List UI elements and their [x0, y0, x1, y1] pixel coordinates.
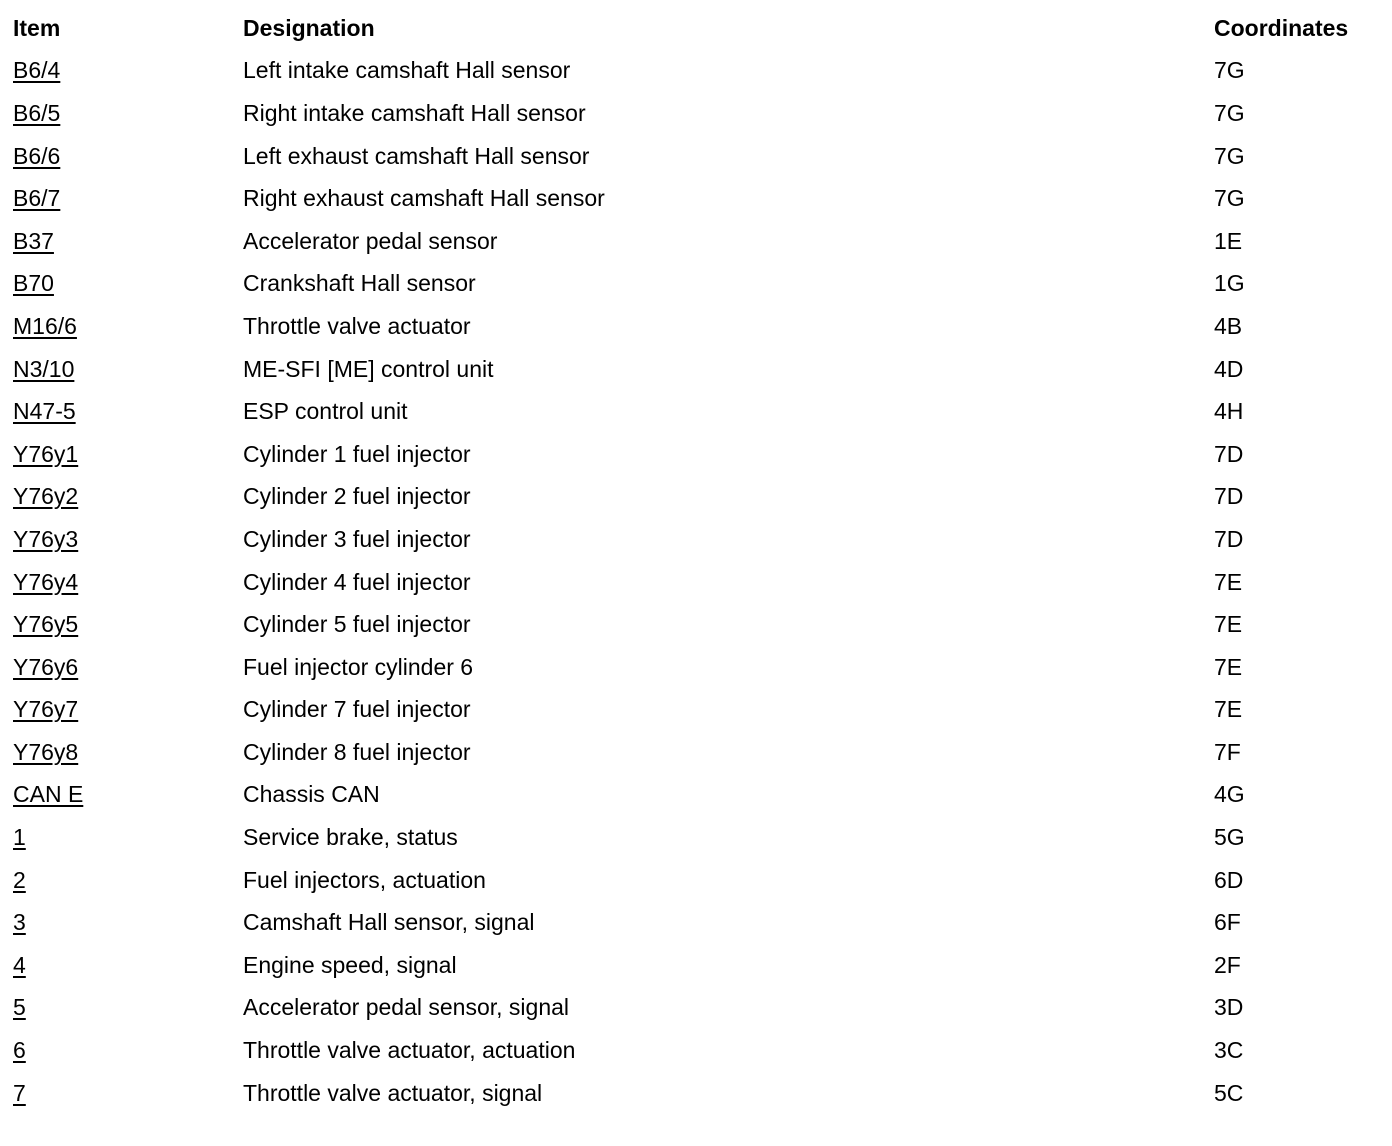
item-cell — [13, 92, 243, 135]
coordinates-cell: 5G — [1214, 824, 1245, 851]
item-link[interactable]: Y76y8 — [13, 738, 79, 765]
item-link[interactable]: B70 — [13, 270, 54, 297]
designation-cell: Cylinder 5 fuel injector — [243, 611, 471, 638]
item-cell — [13, 689, 243, 732]
item-link[interactable]: M16/6 — [13, 312, 77, 339]
item-cell — [13, 50, 243, 93]
table-row — [13, 348, 1383, 391]
table-row — [13, 689, 1383, 732]
item-cell — [13, 390, 243, 433]
designation-cell: Left exhaust camshaft Hall sensor — [243, 142, 590, 169]
item-cell — [13, 476, 243, 519]
table-row — [13, 220, 1383, 263]
table-row — [13, 390, 1383, 433]
item-link[interactable]: B6/5 — [13, 99, 61, 126]
designation-cell: ME-SFI [ME] control unit — [243, 355, 494, 382]
item-cell — [13, 348, 243, 391]
designation-cell: Right intake camshaft Hall sensor — [243, 99, 586, 126]
item-link[interactable]: Y76y4 — [13, 568, 79, 595]
item-link[interactable]: B37 — [13, 227, 54, 254]
header-coordinates: Coordinates — [1214, 14, 1349, 41]
designation-cell: Cylinder 8 fuel injector — [243, 738, 471, 765]
designation-cell: Accelerator pedal sensor, signal — [243, 994, 570, 1021]
item-cell — [13, 987, 243, 1030]
item-cell — [13, 220, 243, 263]
designation-cell: Cylinder 1 fuel injector — [243, 440, 471, 467]
item-cell — [13, 177, 243, 220]
item-link[interactable]: Y76y6 — [13, 653, 79, 680]
table-row — [13, 944, 1383, 987]
coordinates-cell: 7G — [1214, 57, 1245, 84]
table-row — [13, 901, 1383, 944]
table-row — [13, 1029, 1383, 1072]
item-link[interactable]: 6 — [13, 1037, 26, 1064]
item-cell — [13, 561, 243, 604]
designation-cell: Fuel injector cylinder 6 — [243, 653, 474, 680]
coordinates-cell: 7G — [1214, 142, 1245, 169]
designation-cell: Cylinder 2 fuel injector — [243, 483, 471, 510]
item-link[interactable]: 4 — [13, 951, 26, 978]
item-link[interactable]: Y76y2 — [13, 483, 79, 510]
coordinates-cell: 7E — [1214, 696, 1243, 723]
coordinates-cell: 3D — [1214, 994, 1244, 1021]
item-cell — [13, 901, 243, 944]
item-cell — [13, 433, 243, 476]
legend-table — [13, 7, 1383, 1114]
coordinates-cell: 1E — [1214, 227, 1243, 254]
coordinates-cell: 6D — [1214, 866, 1244, 893]
table-row — [13, 433, 1383, 476]
table-row — [13, 305, 1383, 348]
table-row — [13, 92, 1383, 135]
item-cell — [13, 944, 243, 987]
coordinates-cell: 6F — [1214, 909, 1241, 936]
designation-cell: Cylinder 3 fuel injector — [243, 525, 471, 552]
item-link[interactable]: 5 — [13, 994, 26, 1021]
item-cell — [13, 1029, 243, 1072]
item-link[interactable]: N47-5 — [13, 398, 76, 425]
table-row — [13, 177, 1383, 220]
table-row — [13, 987, 1383, 1030]
designation-cell: Throttle valve actuator, actuation — [243, 1037, 576, 1064]
item-cell — [13, 731, 243, 774]
designation-cell: ESP control unit — [243, 398, 408, 425]
item-link[interactable]: 3 — [13, 909, 26, 936]
coordinates-cell: 7G — [1214, 99, 1245, 126]
item-cell — [13, 305, 243, 348]
designation-cell: Throttle valve actuator, signal — [243, 1079, 543, 1106]
coordinates-cell: 7E — [1214, 611, 1243, 638]
table-header — [13, 7, 1383, 50]
item-link[interactable]: 7 — [13, 1079, 26, 1106]
item-link[interactable]: Y76y1 — [13, 440, 79, 467]
table-row — [13, 774, 1383, 817]
item-link[interactable]: Y76y7 — [13, 696, 79, 723]
item-cell — [13, 1072, 243, 1115]
table-row — [13, 561, 1383, 604]
designation-cell: Throttle valve actuator — [243, 312, 471, 339]
table-row — [13, 50, 1383, 93]
table-row — [13, 518, 1383, 561]
item-link[interactable]: Y76y5 — [13, 611, 79, 638]
header-item: Item — [13, 14, 61, 41]
item-link[interactable]: B6/6 — [13, 142, 61, 169]
designation-cell: Accelerator pedal sensor — [243, 227, 498, 254]
coordinates-cell: 2F — [1214, 951, 1241, 978]
table-row — [13, 1072, 1383, 1115]
coordinates-cell: 4B — [1214, 312, 1243, 339]
coordinates-cell: 4G — [1214, 781, 1245, 808]
designation-cell: Crankshaft Hall sensor — [243, 270, 476, 297]
table-row — [13, 731, 1383, 774]
coordinates-cell: 7D — [1214, 483, 1244, 510]
designation-cell: Camshaft Hall sensor, signal — [243, 909, 535, 936]
coordinates-cell: 5C — [1214, 1079, 1244, 1106]
coordinates-cell: 7G — [1214, 185, 1245, 212]
item-link[interactable]: B6/7 — [13, 185, 61, 212]
table-row — [13, 859, 1383, 902]
item-link[interactable]: CAN E — [13, 781, 84, 808]
item-cell — [13, 263, 243, 306]
designation-cell: Right exhaust camshaft Hall sensor — [243, 185, 605, 212]
coordinates-cell: 4H — [1214, 398, 1244, 425]
coordinates-cell: 7D — [1214, 440, 1244, 467]
item-cell — [13, 603, 243, 646]
item-link[interactable]: 1 — [13, 824, 26, 851]
table-body — [13, 50, 1383, 1115]
item-cell — [13, 859, 243, 902]
designation-cell: Cylinder 7 fuel injector — [243, 696, 471, 723]
coordinates-cell: 1G — [1214, 270, 1245, 297]
designation-cell: Cylinder 4 fuel injector — [243, 568, 471, 595]
designation-cell: Left intake camshaft Hall sensor — [243, 57, 571, 84]
table-row — [13, 135, 1383, 178]
header-designation: Designation — [243, 14, 375, 41]
item-link[interactable]: N3/10 — [13, 355, 75, 382]
designation-cell: Chassis CAN — [243, 781, 380, 808]
table-row — [13, 646, 1383, 689]
coordinates-cell: 7D — [1214, 525, 1244, 552]
item-cell — [13, 816, 243, 859]
table-row — [13, 263, 1383, 306]
coordinates-cell: 7F — [1214, 738, 1241, 765]
item-link[interactable]: Y76y3 — [13, 525, 79, 552]
item-cell — [13, 774, 243, 817]
header-row — [13, 7, 1383, 50]
coordinates-cell: 7E — [1214, 653, 1243, 680]
table-row — [13, 603, 1383, 646]
coordinates-cell: 3C — [1214, 1037, 1244, 1064]
item-link[interactable]: B6/4 — [13, 57, 61, 84]
designation-cell: Fuel injectors, actuation — [243, 866, 486, 893]
table-row — [13, 476, 1383, 519]
designation-cell: Engine speed, signal — [243, 951, 457, 978]
coordinates-cell: 7E — [1214, 568, 1243, 595]
table-row — [13, 816, 1383, 859]
item-cell — [13, 646, 243, 689]
item-cell — [13, 135, 243, 178]
coordinates-cell: 4D — [1214, 355, 1244, 382]
designation-cell: Service brake, status — [243, 824, 458, 851]
item-cell — [13, 518, 243, 561]
item-link[interactable]: 2 — [13, 866, 26, 893]
